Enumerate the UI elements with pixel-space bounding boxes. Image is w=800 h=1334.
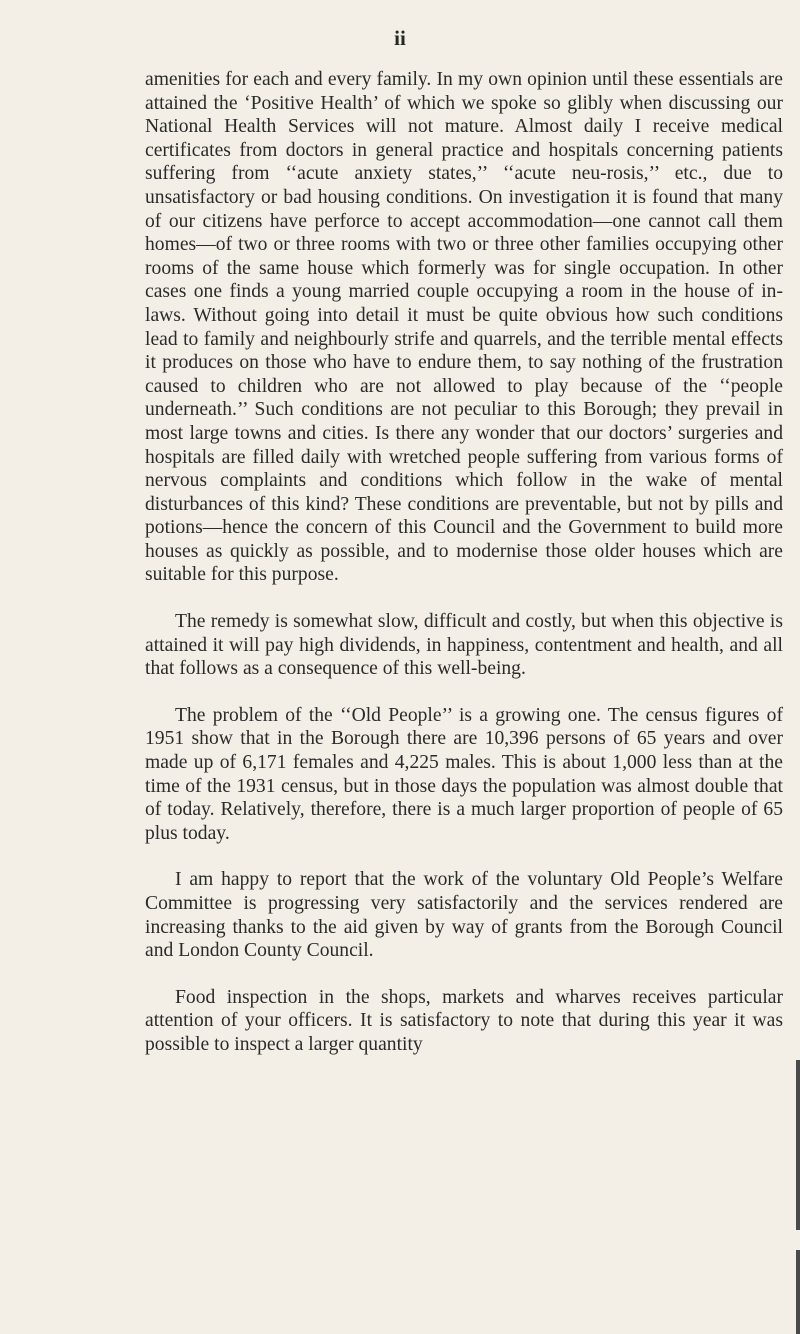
page-number: ii [394,26,406,50]
paragraph-remedy: The remedy is somewhat slow, difficult and costly, but when this objective is attained it will pay high dividends, in happiness, contentment and health, and all that follows as a consequence of this well-being. [145,611,783,680]
page-edge-mark [796,1250,800,1334]
page-edge-mark [796,1060,800,1230]
paragraph-housing-conditions: amenities for each and every family. In my own opinion until these essentials are attained the ‘Positive Health’ of which we spoke so glibly when discussing our National Health Services will not mature. Almost daily I receive medical certificates from doctors in general practice and hospitals concerning patients suffering from ‘‘acute anxiety states,’’ ‘‘acute neu-rosis,’’ etc., due to unsatisfactory or bad housing conditions. On investigation it is found that many of our citizens have perforce to accept accommodation—one cannot call them homes—of two or three rooms with two or three other families occupying other rooms of the same house which formerly was for single occupation. In other cases one finds a young married couple occupying a room in the house of in-laws. Without going into detail it must be quite obvious how such conditions lead to family and neighbourly strife and quarrels, and the terrible mental effects it produces on those who have to endure them, to say nothing of the frustration caused to children who are not allowed to play because of the ‘‘people underneath.’’ Such conditions are not peculiar to this Borough; they prevail in most large towns and cities. Is there any wonder that our doctors’ surgeries and hospitals are filled daily with wretched people suffering from various forms of nervous complaints and conditions which follow in the wake of mental disturbances of this kind? These conditions are preventable, but not by pills and potions—hence the concern of this Council and the Government to build more houses as quickly as possible, and to modernise those older houses which are suitable for this purpose. [145,69,783,586]
paragraph-old-people-census: The problem of the ‘‘Old People’’ is a growing one. The census figures of 1951 show that in the Borough there are 10,396 persons of 65 years and over made up of 6,171 females and 4,225 males. This is about 1,000 less than at the time of the 1931 census, but in those days the population was almost double that of today. Relatively, therefore, there is a much larger proportion of people of 65 plus today. [145,704,783,844]
paragraph-welfare-committee: I am happy to report that the work of the voluntary Old People’s Welfare Committee is progressing very satisfactorily and the services rendered are increasing thanks to the aid given by way of grants from the Borough Council and London County Council. [145,869,783,962]
body-text [145,68,783,1080]
paragraph-food-inspection: Food inspection in the shops, markets and wharves receives particular attention of your officers. It is satisfactory to note that during this year it was possible to inspect a larger quantity [145,986,783,1055]
